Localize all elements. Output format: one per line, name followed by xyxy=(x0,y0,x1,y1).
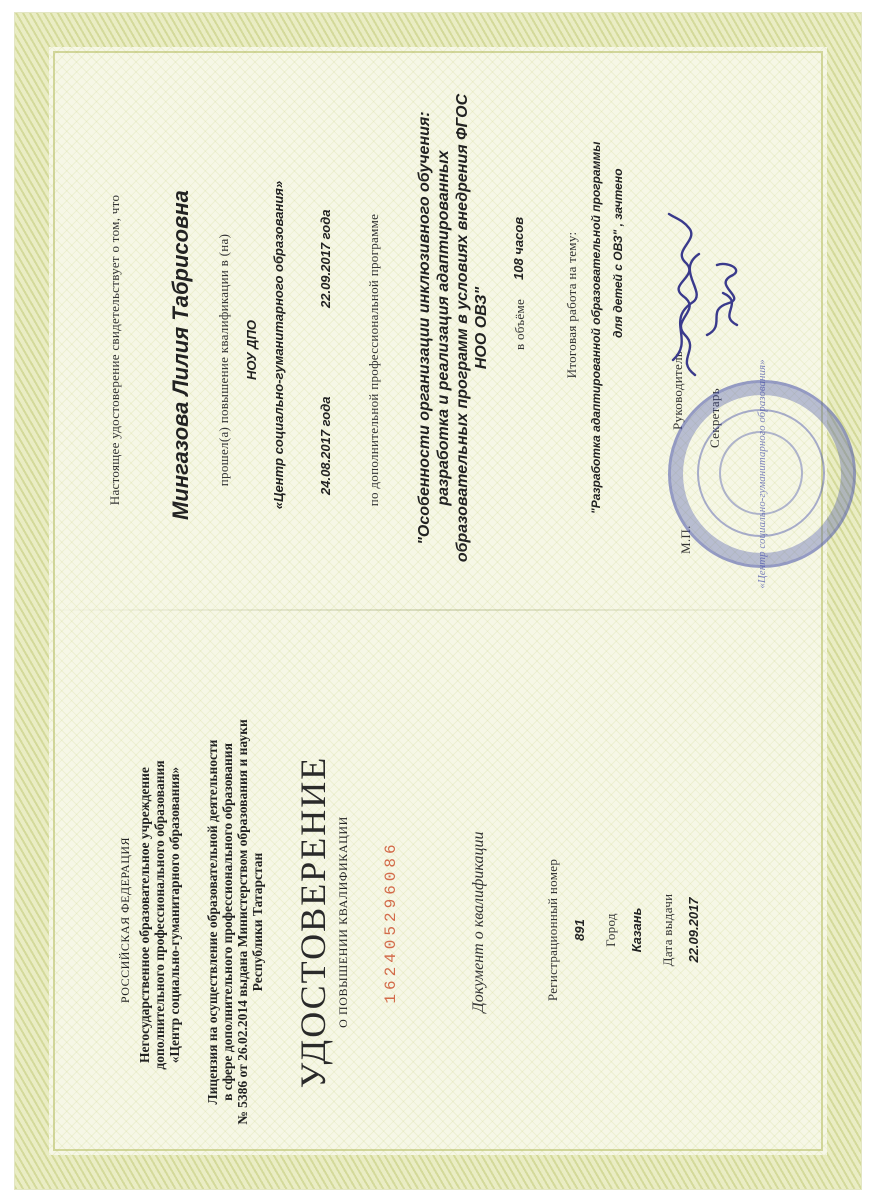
issue-date-label: Дата выдачи xyxy=(660,893,675,967)
secretary-label: Секретарь xyxy=(707,388,722,448)
secretary-signature-icon xyxy=(697,255,755,345)
volume-value: 108 часов xyxy=(511,216,526,280)
program-line: образовательных программ в условиях внедрения ФГОС xyxy=(454,93,471,563)
passed-text: прошел(а) повышение квалификации в (на) xyxy=(216,233,231,487)
institution-full: «Центр социально-гуманитарного образования» xyxy=(271,180,286,510)
program-line: "Особенности организации инклюзивного обучения: xyxy=(416,111,433,545)
final-work-label: Итоговая работа на тему: xyxy=(564,231,579,379)
city-value: Казань xyxy=(629,907,644,953)
reg-number-label: Регистрационный номер xyxy=(545,858,560,1002)
final-work-title: "Разработка адаптированной образовательной программы xyxy=(589,141,603,514)
intro-text: Настоящее удостоверение свидетельствует о том, что xyxy=(107,194,122,506)
seal-text: «Центр социально-гуманитарного образования» xyxy=(756,359,768,589)
document-title: УДОСТОВЕРЕНИЕ xyxy=(293,755,333,1089)
date-from: 24.08.2017 года xyxy=(318,396,333,495)
volume-label: в объёме xyxy=(512,298,527,350)
serial-number: 162405296086 xyxy=(382,840,400,1004)
head-label: Руководитель xyxy=(670,350,685,430)
license-line: Республики Татарстан xyxy=(250,852,265,992)
program-line: НОО ОВЗ" xyxy=(473,286,490,370)
license-line: Лицензия на осуществление образовательной деятельности xyxy=(205,739,220,1105)
date-to: 22.09.2017 года xyxy=(318,209,333,308)
mp-label: М.П. xyxy=(678,525,693,554)
document-type: Документ о квалификации xyxy=(470,831,487,1013)
org-line: дополнительного профессионального образования xyxy=(152,760,167,1070)
country-label: РОССИЙСКАЯ ФЕДЕРАЦИЯ xyxy=(118,836,132,1004)
license-line: № 5386 от 26.02.2014 выдана Министерством образования и науки xyxy=(235,719,250,1125)
program-title xyxy=(415,94,491,562)
org-line: Негосударственное образовательное учреждение xyxy=(137,767,152,1063)
org-name xyxy=(137,760,182,1069)
institution-short: НОУ ДПО xyxy=(244,320,259,380)
issue-date-value: 22.09.2017 xyxy=(686,897,701,963)
document-subtitle: О ПОВЫШЕНИИ КВАЛИФИКАЦИИ xyxy=(336,816,350,1028)
holder-name: Мингазова Лилия Табрисовна xyxy=(168,190,193,520)
program-intro: по дополнительной профессиональной программе xyxy=(366,213,381,507)
city-label: Город xyxy=(603,913,618,947)
reg-number-value: 891 xyxy=(572,919,587,941)
license-line: в сфере дополнительного профессионального образования xyxy=(220,743,235,1101)
official-seal xyxy=(668,359,856,589)
program-line: разработка и реализация адаптированных xyxy=(435,150,452,506)
license-info xyxy=(205,719,265,1125)
org-line: «Центр социально-гуманитарного образования» xyxy=(167,766,182,1064)
final-work-result: для детей с ОВЗ" , зачтено xyxy=(611,168,625,338)
